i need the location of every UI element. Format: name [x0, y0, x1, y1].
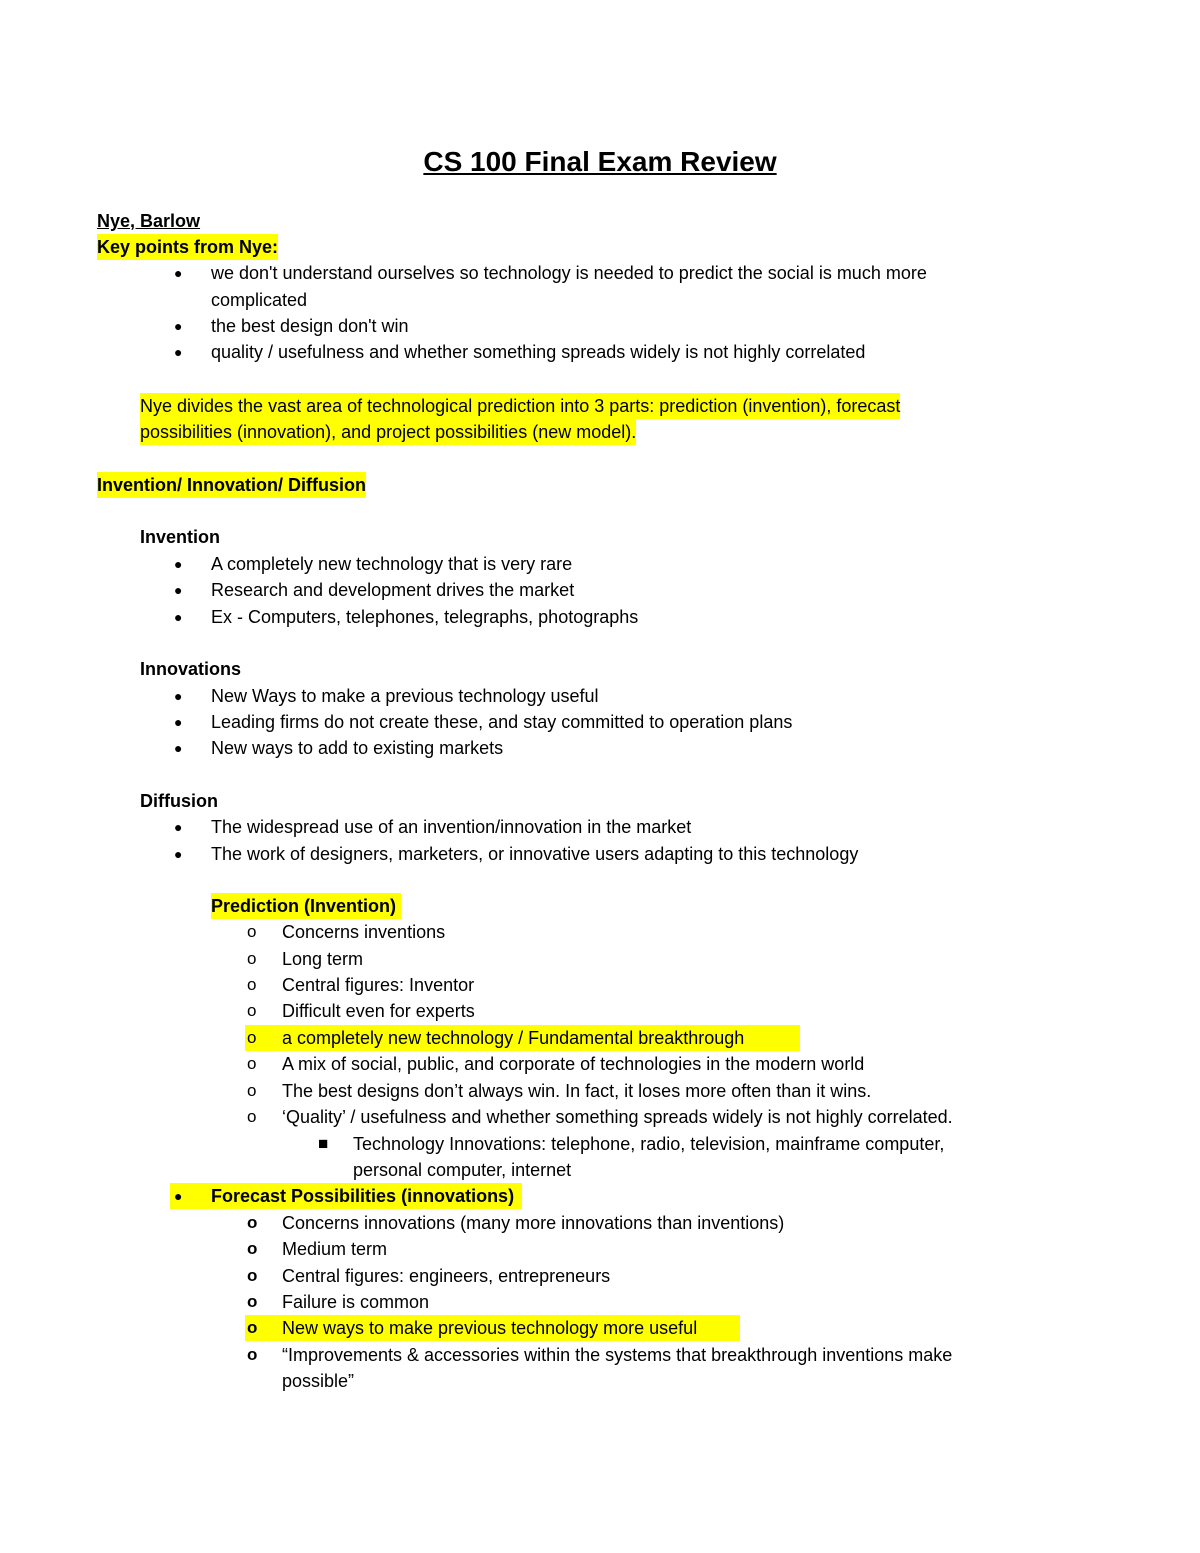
filled-bullet-icon: ●	[174, 265, 183, 281]
prediction-item: The best designs don’t always win. In fact, it loses more often than it wins.	[282, 1081, 872, 1101]
forecast-item-cont: possible”	[282, 1371, 355, 1391]
hollow-bullet-icon: o	[247, 1318, 258, 1337]
prediction-item: Long term	[282, 949, 364, 969]
key-point-item: quality / usefulness and whether something spreads widely is not highly correlated	[211, 342, 866, 362]
forecast-item: New ways to make previous technology more useful	[282, 1318, 698, 1338]
filled-bullet-icon: ●	[174, 688, 183, 704]
filled-bullet-icon: ●	[174, 318, 183, 334]
filled-bullet-icon: ●	[174, 714, 183, 730]
diffusion-item: The work of designers, marketers, or innovative users adapting to this technology	[211, 844, 859, 864]
invention-item: Research and development drives the market	[211, 580, 575, 600]
forecast-item: Central figures: engineers, entrepreneurs	[282, 1266, 611, 1286]
prediction-item: a completely new technology / Fundamental breakthrough	[282, 1028, 745, 1048]
innovations-heading: Innovations	[140, 659, 242, 679]
hollow-bullet-icon: o	[247, 975, 257, 994]
hollow-bullet-icon: o	[247, 1239, 258, 1258]
filled-bullet-icon: ●	[174, 819, 183, 835]
forecast-item: Concerns innovations (many more innovations than inventions)	[282, 1213, 785, 1233]
invention-heading: Invention	[140, 527, 220, 547]
iid-heading: Invention/ Innovation/ Diffusion	[97, 472, 366, 498]
prediction-item: ‘Quality’ / usefulness and whether something spreads widely is not highly correlated.	[282, 1107, 953, 1127]
invention-item: Ex - Computers, telephones, telegraphs, photographs	[211, 607, 639, 627]
key-points-heading: Key points from Nye:	[97, 234, 278, 260]
page-title: CS 100 Final Exam Review	[423, 146, 777, 177]
forecast-item: Failure is common	[282, 1292, 430, 1312]
nye-divides-line-2: possibilities (innovation), and project possibilities (new model).	[140, 419, 636, 445]
hollow-bullet-icon: o	[247, 1345, 258, 1364]
prediction-item: Difficult even for experts	[282, 1001, 475, 1021]
filled-bullet-icon: ●	[174, 344, 183, 360]
key-point-item: we don't understand ourselves so technology is needed to predict the social is much more	[211, 263, 927, 283]
hollow-bullet-icon: o	[247, 949, 257, 968]
forecast-item: Medium term	[282, 1239, 388, 1259]
hollow-bullet-icon: o	[247, 922, 257, 941]
prediction-sub-item: Technology Innovations: telephone, radio, television, mainframe computer,	[353, 1134, 945, 1154]
prediction-item: A mix of social, public, and corporate of technologies in the modern world	[282, 1054, 865, 1074]
hollow-bullet-icon: o	[247, 1028, 257, 1047]
prediction-sub-item-cont: personal computer, internet	[353, 1160, 572, 1180]
key-point-item-cont: complicated	[211, 290, 308, 310]
square-bullet-icon: ■	[318, 1134, 329, 1153]
prediction-heading: Prediction (Invention)	[211, 893, 401, 919]
filled-bullet-icon: ●	[174, 609, 183, 625]
filled-bullet-icon: ●	[174, 740, 183, 756]
filled-bullet-icon: ●	[174, 846, 183, 862]
innovations-item: Leading firms do not create these, and stay committed to operation plans	[211, 712, 793, 732]
innovations-item: New ways to add to existing markets	[211, 738, 504, 758]
key-point-item: the best design don't win	[211, 316, 409, 336]
filled-bullet-icon: ●	[174, 1188, 183, 1204]
hollow-bullet-icon: o	[247, 1266, 258, 1285]
forecast-heading: Forecast Possibilities (innovations)	[211, 1186, 515, 1206]
diffusion-item: The widespread use of an invention/innovation in the market	[211, 817, 692, 837]
hollow-bullet-icon: o	[247, 1054, 257, 1073]
forecast-item: “Improvements & accessories within the systems that breakthrough inventions make	[282, 1345, 953, 1365]
prediction-item: Central figures: Inventor	[282, 975, 475, 995]
prediction-item: Concerns inventions	[282, 922, 446, 942]
hollow-bullet-icon: o	[247, 1081, 257, 1100]
innovations-item: New Ways to make a previous technology useful	[211, 686, 599, 706]
filled-bullet-icon: ●	[174, 582, 183, 598]
nye-divides-line-1: Nye divides the vast area of technological prediction into 3 parts: prediction (invention), forecast	[140, 393, 900, 419]
hollow-bullet-icon: o	[247, 1292, 258, 1311]
diffusion-heading: Diffusion	[140, 791, 218, 811]
hollow-bullet-icon: o	[247, 1107, 257, 1126]
hollow-bullet-icon: o	[247, 1213, 258, 1232]
filled-bullet-icon: ●	[174, 556, 183, 572]
hollow-bullet-icon: o	[247, 1001, 257, 1020]
invention-item: A completely new technology that is very rare	[211, 554, 573, 574]
authors-heading: Nye, Barlow	[97, 211, 201, 231]
